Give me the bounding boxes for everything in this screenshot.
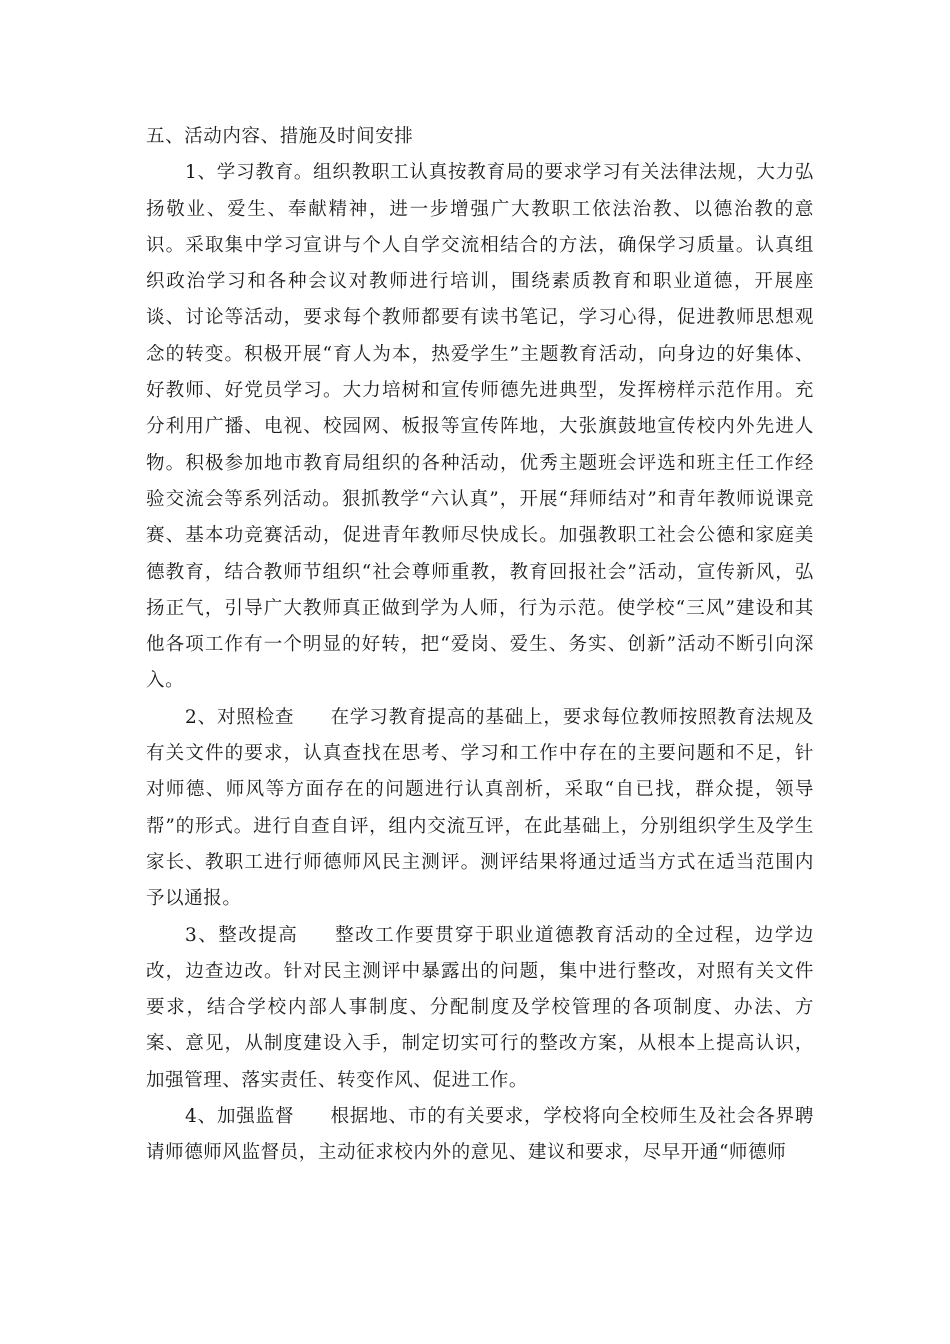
document-body bbox=[146, 119, 814, 1172]
item-text: 在学习教育提高的基础上，要求每位教师按照教育法规及有关文件的要求，认真查找在思考、学习和工作中存在的主要问题和不足，针对师德、师风等方面存在的问题进行认真剖析，采取“自已找，群众提，领导帮”的形式。进行自查自评，组内交流互评，在此基础上，分别组织学生及学生家长、教职工进行师德师风民主测评。测评结果将通过适当方式在适当范围内予以通报。 bbox=[146, 706, 814, 910]
item-text: 组织教职工认真按教育局的要求学习有关法律法规，大力弘扬敬业、爱生、奉献精神，进一步增强广大教职工依法治教、以德治教的意识。采取集中学习宣讲与个人自学交流相结合的方法，确保学习质量。认真组织政治学习和各种会议对教师进行培训，围绕素质教育和职业道德，开展座谈、讨论等活动，要求每个教师都要有读书笔记，学习心得，促进教师思想观念的转变。积极开展“育人为本，热爱学生”主题教育活动，向身边的好集体、好教师、好党员学习。大力培树和宣传师德先进典型，发挥榜样示范作用。充分利用广播、电视、校园网、板报等宣传阵地，大张旗鼓地宣传校内外先进人物。积极参加地市教育局组织的各种活动，优秀主题班会评选和班主任工作经验交流会等系列活动。狠抓教学“六认真”，开展“拜师结对”和青年教师说课竞赛、基本功竞赛活动，促进青年教师尽快成长。加强教职工社会公德和家庭美德教育，结合教师节组织“社会尊师重教，教育回报社会”活动，宣传新风，弘扬正气，引导广大教师真正做到学为人师，行为示范。使学校“三风”建设和其他各项工作有一个明显的好转，把“爱岗、爱生、务实、创新”活动不断引向深入。 bbox=[146, 162, 814, 692]
item-text: 根据地、市的有关要求，学校将向全校师生及社会各界聘请师德师风监督员，主动征求校内外的意见、建议和要求，尽早开通“师德师 bbox=[146, 1106, 814, 1164]
item-label: 1、学习教育。 bbox=[185, 162, 314, 184]
item-label: 4、加强监督 bbox=[185, 1106, 295, 1128]
item-label: 2、对照检查 bbox=[185, 706, 295, 728]
paragraph-rectification bbox=[146, 918, 814, 1099]
item-label: 3、整改提高 bbox=[185, 924, 299, 946]
section-heading: 五、活动内容、措施及时间安排 bbox=[146, 126, 414, 147]
item-text: 整改工作要贯穿于职业道德教育活动的全过程，边学边改，边查边改。针对民主测评中暴露出的问题，集中进行整改，对照有关文件要求，结合学校内部人事制度、分配制度及学校管理的各项制度、办法、方案、意见，从制度建设入手，制定切实可行的整改方案，从根本上提高认识，加强管理、落实责任、转变作风、促进工作。 bbox=[146, 924, 814, 1091]
paragraph-study-education bbox=[146, 155, 814, 699]
paragraph-supervision bbox=[146, 1099, 814, 1172]
paragraph-self-check bbox=[146, 700, 814, 918]
